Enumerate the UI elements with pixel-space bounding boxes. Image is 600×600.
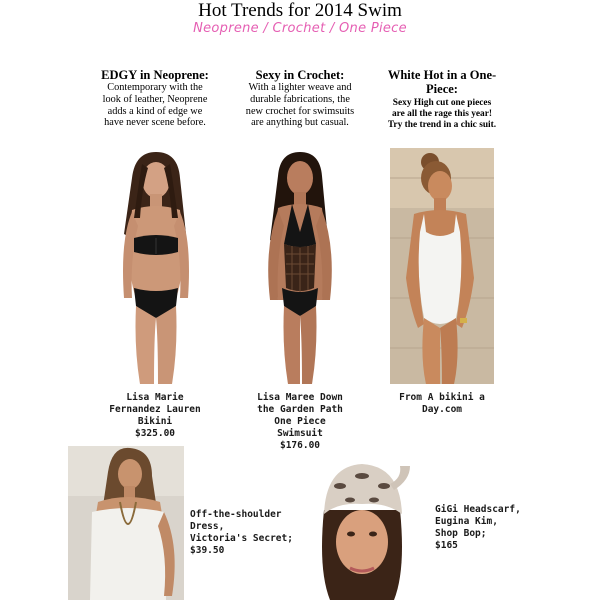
headscarf-caption: GiGi Headscarf, Eugina Kim, Shop Bop; $165 (435, 504, 521, 551)
neoprene-bikini-photo (90, 148, 220, 384)
neoprene-bikini-caption: Lisa Marie Fernandez Lauren Bikini $325.00 (109, 392, 201, 439)
column-crochet (230, 68, 370, 129)
column-neoprene (85, 68, 225, 129)
crochet-swimsuit-caption: Lisa Maree Down the Garden Path One Piece Swimsuit $176.00 (257, 392, 343, 451)
column-description: With a lighter weave and durable fabrications, the new crochet for swimsuits are anything but casual. (245, 82, 355, 129)
one-piece-caption: From A bikini a Day.com (399, 392, 485, 415)
column-heading: White Hot in a One-Piece: (387, 68, 497, 96)
page-title: Hot Trends for 2014 Swim (198, 0, 402, 21)
column-heading: Sexy in Crochet: (255, 68, 345, 82)
page-subtitle: Neoprene / Crochet / One Piece (193, 21, 407, 36)
off-shoulder-dress-photo (68, 446, 184, 600)
column-description: Sexy High cut one pieces are all the rage this year! Try the trend in a chic suit. (387, 98, 497, 130)
column-heading: EDGY in Neoprene: (101, 68, 209, 82)
off-shoulder-dress-caption: Off-the-shoulder Dress, Victoria's Secret; $39.50 (190, 509, 293, 556)
white-one-piece-photo (390, 148, 494, 384)
column-description: Contemporary with the look of leather, Neoprene adds a kind of edge we have never scene before. (102, 82, 208, 129)
headscarf-photo (310, 460, 414, 600)
crochet-swimsuit-photo (240, 148, 358, 384)
column-one-piece (372, 68, 512, 131)
